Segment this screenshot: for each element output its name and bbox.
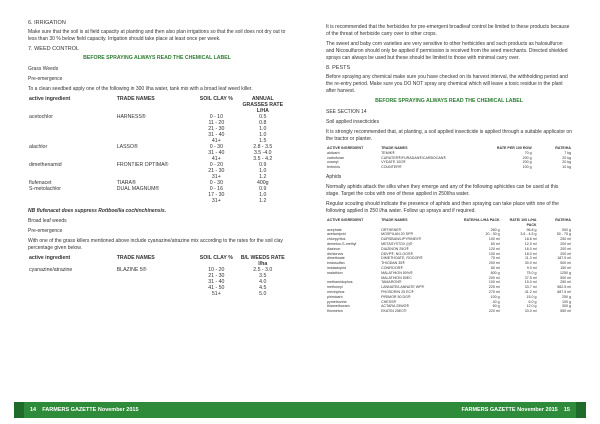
table-cell bbox=[116, 291, 193, 297]
table-cell: 1.0 bbox=[259, 132, 267, 138]
table-cell: 12.0 g bbox=[526, 304, 537, 309]
table-cell: pirimicarb bbox=[327, 294, 343, 299]
table-cell: 0.8 bbox=[259, 120, 267, 126]
table-cell: 31+ bbox=[211, 174, 221, 180]
see-section-label: SEE SECTION 14 bbox=[326, 109, 367, 115]
table-cell: CONFIDOR® bbox=[381, 265, 403, 270]
table-cell: 2.5 - 3.0 bbox=[253, 267, 273, 273]
table-cell: TAMARON® bbox=[381, 280, 402, 285]
clay-instruction: To a clean seedbed apply one of the following in 300 l/ha water, tank mix with a broad leaf weed killer. bbox=[28, 86, 253, 92]
table-cell: DUAL MAGNUM® bbox=[116, 186, 160, 192]
column-header: RATE/HA bbox=[555, 217, 571, 222]
table-cell: 41 - 50 bbox=[208, 285, 225, 291]
soil-applied-paragraph: It is strongly recommended that, at planting, a soil applied insecticide is applied through a suitable applicator on the tractor or planter. bbox=[326, 129, 572, 142]
table-cell: 260 g bbox=[490, 227, 500, 232]
table-cell: pymetrozine bbox=[327, 299, 347, 304]
irrigation-heading: 6. IRRIGATION bbox=[28, 20, 66, 26]
table-cell: 250 ml bbox=[560, 280, 571, 285]
broad-leaf-label: Broad leaf weeds bbox=[28, 218, 67, 224]
table-cell: 75.0 g bbox=[526, 270, 537, 275]
table-cell: dichlorvos bbox=[327, 251, 344, 256]
table-cell: 31 - 40 bbox=[208, 132, 225, 138]
table-cell: 0 - 10 bbox=[209, 114, 223, 120]
right-footer bbox=[300, 402, 576, 418]
table-cell: 20 kg bbox=[562, 155, 571, 160]
table-cell: 1.2 bbox=[259, 198, 267, 204]
table-cell: 41+ bbox=[211, 138, 221, 144]
chemical-label-banner-right: BEFORE SPRAYING ALWAYS READ THE CHEMICAL LABEL bbox=[375, 98, 523, 104]
table-cell: methomyl bbox=[327, 285, 343, 290]
table-cell: 17 - 30 bbox=[208, 192, 225, 198]
chemical-label-banner: BEFORE SPRAYING ALWAYS READ THE CHEMICAL LABEL bbox=[83, 55, 231, 61]
table-cell: 10 - 20 bbox=[208, 267, 225, 273]
table-cell: 51+ bbox=[211, 291, 221, 297]
column-header: active ingredient bbox=[29, 255, 71, 261]
table-cell: 6.0 g bbox=[528, 299, 537, 304]
column-header: RATE/ 100 L/HA PACK bbox=[509, 217, 537, 227]
table-cell: 400g bbox=[257, 180, 269, 186]
table-cell: 120 ml bbox=[488, 246, 500, 251]
table-cell: 11.3 ml bbox=[525, 256, 537, 261]
column-header: B/L WEEDS RATE l/ha bbox=[240, 255, 285, 267]
irrigation-paragraph: Make sure that the soil is at field capacity at planting and then also plan irrigations so that the soil does not dry out to less than 30 % below field capacity. Irrigation should take place at least once per week. bbox=[28, 29, 286, 42]
table-cell: 687.5 ml bbox=[557, 289, 571, 294]
column-header: RATE/HA L/HA PACK bbox=[463, 217, 500, 222]
table-cell: BLAZINE 5® bbox=[116, 267, 147, 273]
weed-control-heading: 7. WEED CONTROL bbox=[28, 46, 80, 52]
column-header: ANNUAL GRASSES RATE L/HA bbox=[242, 96, 284, 114]
table-cell: 220 ml bbox=[488, 309, 500, 314]
table-cell: 4.5 bbox=[259, 285, 267, 291]
right-page bbox=[300, 0, 600, 424]
table-cell: malathion bbox=[327, 270, 343, 275]
table-cell: EKATIN 25EC® bbox=[381, 309, 407, 314]
soil-applied-label: Soil applied insecticides bbox=[326, 119, 380, 125]
table-cell: 7 kg bbox=[564, 150, 571, 155]
table-cell: MOSPILAN 20 SP® bbox=[381, 232, 414, 237]
table-cell: 33.0 ml bbox=[524, 309, 537, 314]
table-cell: 250 g bbox=[562, 294, 571, 299]
table-cell: oxamyl bbox=[327, 160, 339, 165]
scouting-paragraph: Regular scouting should indicate the presence of aphids and then spraying can take place with one of the following applied in 250 l/ha water. Follow up sprays and if required. bbox=[326, 200, 559, 214]
table-cell: acetamiprid bbox=[327, 232, 346, 237]
pests-heading: 8. PESTS bbox=[326, 65, 351, 71]
table-header-row bbox=[326, 218, 572, 228]
nb-note: NB flufenacet does suppress Rottboellia cochinchinensis. bbox=[28, 208, 167, 214]
footer-title-left: FARMERS GAZETTE November 2015 bbox=[42, 407, 139, 413]
table-cell: 60 g bbox=[492, 304, 500, 309]
table-cell: 1.5 bbox=[259, 138, 267, 144]
table-cell: 100 g bbox=[490, 294, 500, 299]
table-cell: thiometon bbox=[327, 309, 343, 314]
column-header: SOIL CLAY % bbox=[199, 96, 233, 102]
table-cell: 1.2 bbox=[259, 174, 267, 180]
table-cell: thiamethoxam bbox=[327, 304, 350, 309]
table-header-row bbox=[28, 96, 286, 114]
table-cell: 0 - 16 bbox=[209, 186, 223, 192]
table-cell: FRONTIER OPTIMA® bbox=[116, 162, 169, 168]
table-cell: MALATHION 50%® bbox=[381, 270, 413, 275]
table-cell: 100 ml bbox=[488, 237, 500, 242]
aphids-label: Aphids bbox=[326, 173, 342, 180]
table-cell: DDVP®, NO-GOS® bbox=[381, 251, 413, 256]
left-footer bbox=[24, 402, 300, 418]
table-cell: 500 ml bbox=[560, 275, 571, 280]
recommendation-paragraph: It is recommended that the herbicides for pre-emergent broadleaf control be limited to these products because of the threat of herbicide carry over to other crops. bbox=[326, 24, 570, 37]
table-cell: 2.8 - 3.5 bbox=[253, 144, 273, 150]
table-cell: 100 g bbox=[562, 299, 571, 304]
table-cell: 60 ml bbox=[490, 241, 500, 246]
table-cell: CURATER®/FURADAN®/CARBOCAN® bbox=[381, 155, 446, 160]
table-cell: PIRIMOR 50 DG® bbox=[381, 294, 411, 299]
table-cell: 1.0 bbox=[259, 168, 267, 174]
table-cell: 200 ml bbox=[560, 251, 571, 256]
table-cell: 500 g bbox=[562, 227, 571, 232]
table-cell: 9.0 ml bbox=[526, 265, 537, 270]
table-cell: 12.0 ml bbox=[524, 241, 537, 246]
table-cell: 225 ml bbox=[488, 285, 500, 290]
table-cell: 0 - 30 bbox=[209, 144, 223, 150]
table-cell: 21 - 30 bbox=[208, 273, 225, 279]
table-cell: ACTARA 25WG® bbox=[381, 304, 410, 309]
pre-emergence-label-2: Pre-emergence bbox=[28, 228, 63, 234]
table-cell: MALATHION 50EC bbox=[381, 275, 412, 280]
pests-paragraph: Before spraying any chemical make sure you have checked on its harvest interval, the withholding period and the re-entry period. Make sure you DO NOT spray any chemical which will leave a toxic residue in the plant after harvest. bbox=[326, 74, 568, 94]
table-cell: TIARA® bbox=[116, 180, 136, 186]
column-header: RATE/HA bbox=[555, 146, 571, 150]
table-cell: 50 - 75 g bbox=[556, 232, 571, 237]
soil-insecticide-table bbox=[326, 146, 572, 170]
table-cell: S-metolachlor bbox=[29, 186, 62, 192]
footer-accent-right bbox=[576, 402, 586, 418]
page-number-left: 14 bbox=[30, 407, 37, 413]
table-cell: 200 g bbox=[522, 155, 532, 160]
table-cell: 15.0 g bbox=[526, 294, 537, 299]
table-cell: 1.0 bbox=[259, 126, 267, 132]
table-row bbox=[326, 309, 572, 314]
table-cell: 41+ bbox=[211, 156, 221, 162]
column-header: RATE PER 100 ROW bbox=[496, 146, 532, 150]
table-cell: imidacloprid bbox=[327, 265, 347, 270]
grass-killer-instruction: With one of the grass killers mentioned above include cyanazine/atrazine mix according to the rates for the soil clay percentage given below. bbox=[28, 238, 283, 251]
table-cell: 18.6 ml bbox=[524, 237, 537, 242]
table-cell: 5.0 bbox=[259, 291, 267, 297]
table-cell: 0.5 bbox=[259, 114, 267, 120]
table-cell: 200 ml bbox=[488, 275, 500, 280]
table-cell: demeton-S-methyl bbox=[327, 241, 357, 246]
table-cell: dimethoate bbox=[327, 256, 345, 261]
table-cell: alachlor bbox=[29, 144, 48, 150]
column-header: ACTIVE INGREDIENT bbox=[327, 217, 364, 222]
table-cell: 0.9 bbox=[259, 162, 267, 168]
table-cell: 250 ml bbox=[560, 237, 571, 242]
table-cell: 1.0 bbox=[259, 192, 267, 198]
table-cell: 200 g bbox=[522, 160, 532, 165]
table-cell: LANNATE/LANNATE WP® bbox=[381, 285, 425, 290]
table-cell: 3.6 - 4.5 g bbox=[520, 232, 537, 237]
table-cell: CHESS® bbox=[381, 299, 397, 304]
table-cell: 70 g bbox=[524, 150, 532, 155]
table-cell: 31 - 40 bbox=[208, 279, 225, 285]
table-cell: COUNTER® bbox=[381, 165, 402, 170]
table-cell: aldicarb bbox=[327, 150, 340, 155]
table-cell: 40 g bbox=[492, 299, 500, 304]
table-cell: acephate bbox=[327, 227, 342, 232]
table-cell: endosulfan bbox=[327, 261, 345, 266]
table-cell: 100 ml bbox=[488, 280, 500, 285]
table-cell: 3.5 - 4.2 bbox=[253, 156, 273, 162]
column-header: TRADE NAMES bbox=[116, 96, 155, 102]
table-cell: 21 - 30 bbox=[208, 168, 225, 174]
table-cell: 3.5 -4.0 bbox=[253, 150, 272, 156]
table-row bbox=[28, 291, 286, 297]
aphids-paragraph: Normally aphids attack the silks when they emerge and any of the following aphicides can be used at this stage. Target the cobs with one of these applied in 250l/ha water. bbox=[326, 183, 559, 197]
table-header-row bbox=[28, 255, 286, 267]
broadleaf-herbicide-table bbox=[28, 255, 286, 297]
table-cell: DURSBAN/LIPYRINEX® bbox=[381, 237, 422, 242]
table-cell: 31 - 40 bbox=[208, 150, 225, 156]
column-header: SOIL CLAY % bbox=[199, 255, 233, 261]
table-cell: 0 - 20 bbox=[209, 162, 223, 168]
table-cell: carbofuran bbox=[327, 155, 345, 160]
table-cell: flufenacet bbox=[29, 180, 52, 186]
table-cell: 1250 g bbox=[560, 270, 571, 275]
table-cell: diazinon bbox=[327, 246, 341, 251]
table-row bbox=[326, 165, 572, 170]
table-cell: terbufos bbox=[327, 165, 340, 170]
table-cell: 800 g bbox=[490, 270, 500, 275]
table-cell: 200 ml bbox=[488, 261, 500, 266]
page-number-right: 15 bbox=[563, 407, 570, 413]
grass-herbicide-table bbox=[28, 96, 286, 204]
table-cell: 100 ml bbox=[488, 251, 500, 256]
column-header: TRADE NAMES bbox=[116, 255, 155, 261]
table-cell: dimethenamid bbox=[29, 162, 62, 168]
table-cell: 60 ml bbox=[490, 265, 500, 270]
table-cell: methamidophos bbox=[327, 280, 353, 285]
sweet-corn-paragraph: The sweet and baby corn varieties are very sensitive to other herbicides and such products as halosulfuron and Nicosulfuron should only be applied if permission is received from the seed merchants. Directed shielded sprays can always be used but these should be limited to those with minimal carry over. bbox=[326, 41, 568, 61]
table-cell: 100 g bbox=[522, 165, 532, 170]
table-cell: 275 ml bbox=[488, 289, 500, 294]
table-cell: 20 - 30 g bbox=[485, 232, 500, 237]
table-cell: 187.5 ml bbox=[557, 256, 571, 261]
column-header: TRADE NAMES bbox=[381, 217, 408, 222]
table-cell: 15.0 ml bbox=[524, 280, 537, 285]
table-cell: acetochlor bbox=[29, 114, 53, 120]
table-cell: 10 kg bbox=[562, 165, 571, 170]
table-cell: PHOSDRIN 25 EC® bbox=[381, 289, 414, 294]
table-cell bbox=[28, 291, 116, 297]
table-cell: THIODAN 35® bbox=[381, 261, 405, 266]
table-cell: 75 ml bbox=[490, 256, 500, 261]
table-cell: ORTHENE® bbox=[381, 227, 402, 232]
table-cell: 3.5 bbox=[259, 273, 267, 279]
table-cell: 4.0 bbox=[259, 279, 267, 285]
table-cell: 150 ml bbox=[560, 265, 571, 270]
table-cell: cyanazine/atrazine bbox=[29, 267, 73, 273]
table-cell: 37.5 ml bbox=[524, 275, 537, 280]
table-cell: 300 g bbox=[562, 304, 571, 309]
table-row bbox=[28, 198, 286, 204]
table-cell: 16.0 ml bbox=[524, 246, 537, 251]
table-cell: 200 ml bbox=[560, 246, 571, 251]
table-cell: 41.2 ml bbox=[524, 289, 537, 294]
table-cell: mevinphos bbox=[327, 289, 345, 294]
table-cell: VYDATE 10G® bbox=[381, 160, 406, 165]
column-header: ACTIVE INGREDIENT bbox=[327, 146, 364, 150]
table-cell: METASYSTOX (I)® bbox=[381, 241, 413, 246]
table-cell: 11 - 20 bbox=[208, 120, 225, 126]
footer-accent-left bbox=[14, 402, 24, 418]
table-cell: 96.8 g bbox=[526, 227, 537, 232]
table-cell: DIMETHOATE, ROGOR® bbox=[381, 256, 423, 261]
column-header: active ingredient bbox=[29, 96, 71, 102]
table-cell: 20 kg bbox=[562, 160, 571, 165]
table-cell: TEMIK® bbox=[381, 150, 395, 155]
table-cell: 30.0 ml bbox=[524, 261, 537, 266]
table-cell bbox=[116, 198, 193, 204]
table-cell: 0 - 30 bbox=[209, 180, 223, 186]
table-cell: LASSO® bbox=[116, 144, 138, 150]
table-cell: 21 - 30 bbox=[208, 126, 225, 132]
table-cell: 31+ bbox=[211, 198, 221, 204]
footer-title-right: FARMERS GAZETTE November 2015 bbox=[461, 407, 558, 413]
table-cell: 550 ml bbox=[560, 309, 571, 314]
grass-weeds-label: Grass Weeds bbox=[28, 66, 59, 72]
table-cell: 562.5 ml bbox=[557, 285, 571, 290]
aphicide-table bbox=[326, 218, 572, 314]
table-cell bbox=[28, 198, 116, 204]
table-cell: 500 ml bbox=[560, 261, 571, 266]
table-cell: 0.9 bbox=[259, 186, 267, 192]
table-cell: HARNESS® bbox=[116, 114, 146, 120]
pre-emergence-label: Pre-emergence bbox=[28, 76, 63, 82]
table-cell: 33.7 ml bbox=[524, 285, 537, 290]
column-header: TRADE NAMES bbox=[381, 146, 408, 150]
table-cell: chlorpyrifos bbox=[327, 237, 346, 242]
table-cell: 200 ml bbox=[560, 241, 571, 246]
table-cell: DIAZINON 25G® bbox=[381, 246, 409, 251]
table-cell: 18.0 ml bbox=[524, 251, 537, 256]
